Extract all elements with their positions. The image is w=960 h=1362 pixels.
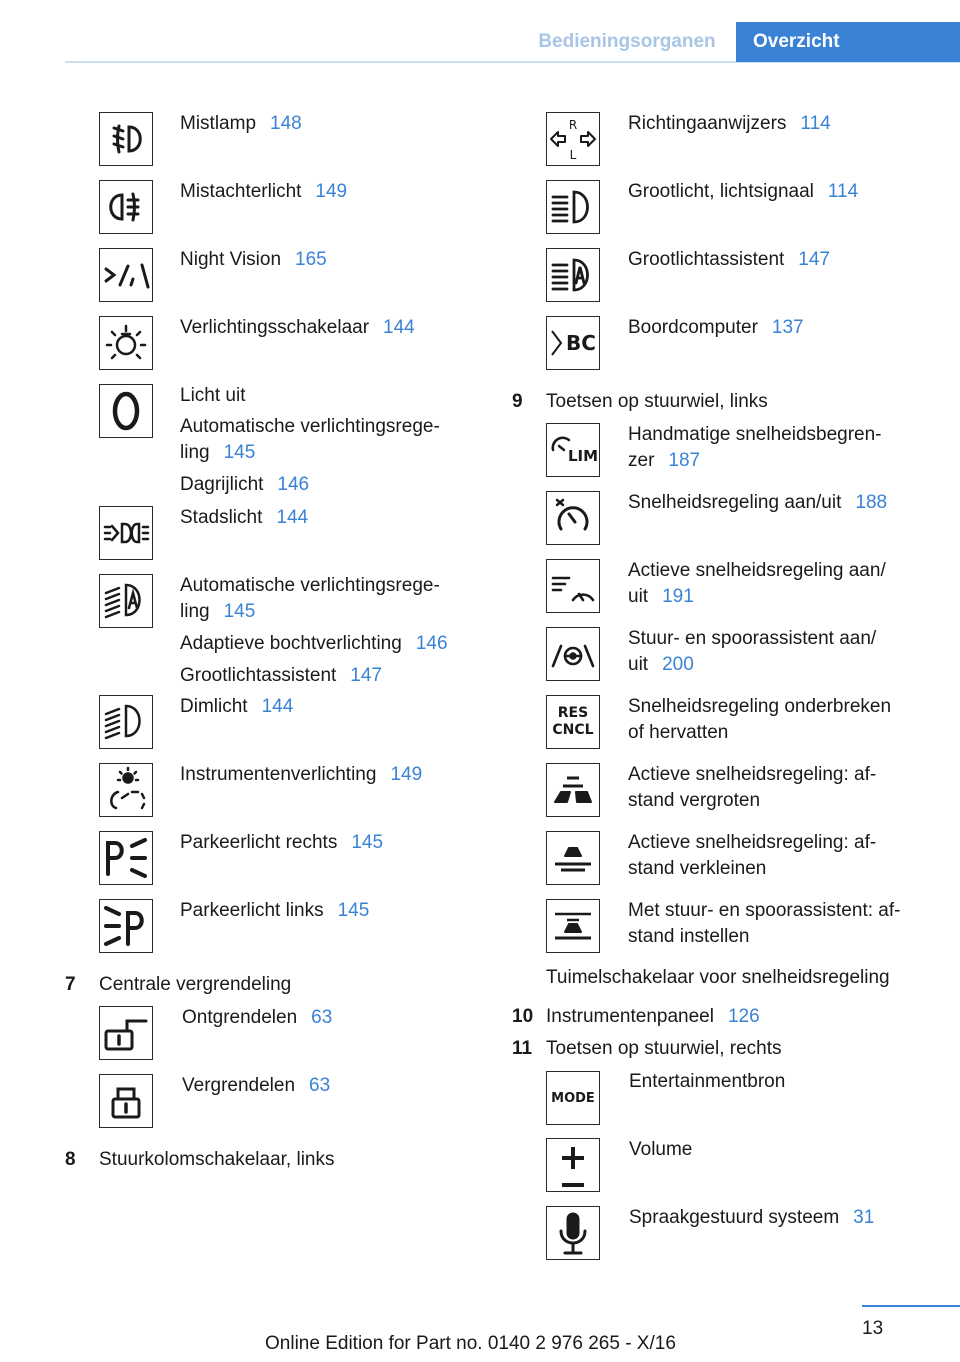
page-link[interactable]: 63 xyxy=(311,1007,333,1028)
unlock-icon xyxy=(99,1006,153,1060)
entry-label: Adaptieve bochtverlichting xyxy=(180,633,402,654)
page-link[interactable]: 144 xyxy=(261,696,294,717)
microphone-entry xyxy=(629,1205,939,1231)
light-switch-entry xyxy=(180,315,490,341)
lock-icon xyxy=(99,1074,153,1128)
mode-entry xyxy=(629,1069,939,1095)
header-tab-overzicht[interactable]: Overzicht xyxy=(736,22,960,62)
side-lights-entry xyxy=(180,505,490,531)
entry-label: Grootlichtassistent xyxy=(628,249,785,270)
page-link[interactable]: 146 xyxy=(415,633,448,654)
page-link[interactable]: 31 xyxy=(853,1207,875,1228)
entry-label: Dagrijlicht xyxy=(180,474,264,495)
svg-text:R: R xyxy=(568,118,578,132)
parking-light-right-icon xyxy=(99,831,153,885)
entry-label: Actieve snelheidsregeling: af- xyxy=(628,832,877,853)
lights-off-icon xyxy=(99,384,153,438)
entry-label: ling xyxy=(180,442,210,463)
entry-label: uit xyxy=(628,586,649,607)
microphone-icon xyxy=(546,1206,600,1260)
entry-label: Grootlichtassistent xyxy=(180,665,337,686)
low-beam-icon xyxy=(99,695,153,749)
page-link[interactable]: 149 xyxy=(390,764,423,785)
page-link[interactable]: 114 xyxy=(827,181,859,202)
page-link[interactable]: 147 xyxy=(798,249,830,270)
cruise-control-icon xyxy=(546,491,600,545)
low-beam-entry xyxy=(180,694,490,720)
footer-rule xyxy=(862,1305,960,1307)
entry-label: stand vergroten xyxy=(628,790,761,811)
page-link[interactable]: 126 xyxy=(727,1006,760,1027)
entry-label: Snelheidsregeling aan/uit xyxy=(628,492,842,513)
distance-decrease-entry xyxy=(628,830,938,882)
entry-label: uit xyxy=(628,654,649,675)
entry-label: Automatische verlichtingsrege- xyxy=(180,575,440,596)
entry-label: Volume xyxy=(629,1139,693,1160)
page-link[interactable]: 187 xyxy=(668,450,701,471)
entry-label: Stadslicht xyxy=(180,507,263,528)
page-link[interactable]: 114 xyxy=(800,113,831,134)
rocker-switch-label: Tuimelschakelaar voor snelheidsregeling xyxy=(546,967,890,988)
distance-increase-icon xyxy=(546,763,600,817)
page-link[interactable]: 149 xyxy=(315,181,348,202)
header-section[interactable]: Bedieningsorganen xyxy=(538,31,716,52)
entry-label: Richtingaanwijzers xyxy=(628,113,787,134)
entry-label: stand instellen xyxy=(628,926,750,947)
entry-label: Instrumentenverlichting xyxy=(180,764,377,785)
high-beam-assist-icon xyxy=(546,248,600,302)
rear-fog-lamp-icon xyxy=(99,180,153,234)
icon-glyph: LIM xyxy=(567,447,599,465)
distance-increase-entry xyxy=(628,762,938,814)
instrument-lighting-entry xyxy=(180,762,490,788)
speed-limiter-entry xyxy=(628,422,938,474)
section-number: 8 xyxy=(65,1149,76,1170)
steering-lane-assist-icon xyxy=(546,627,600,681)
entry-label: Mistachterlicht xyxy=(180,181,302,202)
icon-glyph: MODE xyxy=(551,1090,595,1106)
board-computer-entry xyxy=(628,315,938,341)
parking-light-left-entry xyxy=(180,898,490,924)
lock-entry xyxy=(182,1073,492,1099)
page-link[interactable]: 145 xyxy=(223,601,256,622)
icon-glyph: RES xyxy=(557,705,589,721)
active-cruise-control-icon xyxy=(546,559,600,613)
night-vision-entry xyxy=(180,247,490,273)
res-cncl-icon xyxy=(546,695,600,749)
section-title: Toetsen op stuurwiel, links xyxy=(546,391,768,412)
entry-label: Met stuur- en spoorassistent: af- xyxy=(628,900,901,921)
entry-label: ling xyxy=(180,601,210,622)
turn-signal-icon xyxy=(546,112,600,166)
speed-limiter-icon xyxy=(546,423,600,477)
entry-label: Dimlicht xyxy=(180,696,248,717)
section-number: 7 xyxy=(65,974,76,995)
fog-lamp-entry xyxy=(180,111,490,137)
page-link[interactable]: 63 xyxy=(309,1075,331,1096)
page-link[interactable]: 145 xyxy=(223,442,256,463)
page-link[interactable]: 144 xyxy=(383,317,415,338)
parking-light-right-entry xyxy=(180,830,490,856)
entry-label: Night Vision xyxy=(180,249,282,270)
page-link[interactable]: 146 xyxy=(277,474,310,495)
lights-off-entry xyxy=(180,383,490,498)
page-link[interactable]: 145 xyxy=(351,832,384,853)
entry-label: Verlichtingsschakelaar xyxy=(180,317,370,338)
distance-set-entry xyxy=(628,898,938,950)
entry-label: Stuur- en spoorassistent aan/ xyxy=(628,628,877,649)
page-link[interactable]: 145 xyxy=(337,900,370,921)
entry-label: Spraakgestuurd systeem xyxy=(629,1207,840,1228)
rear-fog-lamp-entry xyxy=(180,179,490,205)
entry-label: Licht uit xyxy=(180,385,246,406)
entry-label: Parkeerlicht rechts xyxy=(180,832,338,853)
icon-glyph: CNCL xyxy=(552,722,594,738)
high-beam-assist-entry xyxy=(628,247,938,273)
page-link[interactable]: 200 xyxy=(662,654,694,675)
high-beam-entry xyxy=(628,179,938,205)
auto-light-icon xyxy=(99,574,153,628)
entry-label: Automatische verlichtingsrege- xyxy=(180,416,440,437)
page-link[interactable]: 188 xyxy=(855,492,888,513)
volume-icon xyxy=(546,1138,600,1192)
icon-glyph: BC xyxy=(566,331,596,355)
section-number: 10 xyxy=(512,1006,534,1027)
entry-label: Mistlamp xyxy=(180,113,257,134)
entry-label: Boordcomputer xyxy=(628,317,758,338)
distance-decrease-icon xyxy=(546,831,600,885)
fog-lamp-icon xyxy=(99,112,153,166)
page-link[interactable]: 137 xyxy=(771,317,804,338)
page-link[interactable]: 191 xyxy=(662,586,694,607)
auto-light-entry xyxy=(180,573,490,689)
active-cruise-control-entry xyxy=(628,558,938,610)
entry-label: Ontgrendelen xyxy=(182,1007,298,1028)
entry-label: Handmatige snelheidsbegren- xyxy=(628,424,882,445)
entry-label: of hervatten xyxy=(628,722,729,743)
cruise-control-entry xyxy=(628,490,938,516)
light-switch-icon xyxy=(99,316,153,370)
unlock-entry xyxy=(182,1005,492,1031)
section-title xyxy=(546,1006,760,1028)
entry-label: Actieve snelheidsregeling aan/ xyxy=(628,560,886,581)
distance-set-icon xyxy=(546,899,600,953)
page-link[interactable]: 165 xyxy=(295,249,327,270)
parking-light-left-icon xyxy=(99,899,153,953)
instrument-lighting-icon xyxy=(99,763,153,817)
side-lights-icon xyxy=(99,506,153,560)
mode-icon xyxy=(546,1071,600,1125)
edition-note: Online Edition for Part no. 0140 2 976 265 - X/16 xyxy=(265,1333,676,1354)
entry-label: Vergrendelen xyxy=(182,1075,296,1096)
page-link[interactable]: 147 xyxy=(350,665,382,686)
page-link[interactable]: 148 xyxy=(270,113,302,134)
section-title: Centrale vergrendeling xyxy=(99,974,292,995)
entry-label: Grootlicht, lichtsignaal xyxy=(628,181,814,202)
steering-lane-assist-entry xyxy=(628,626,938,678)
entry-label: Entertainmentbron xyxy=(629,1071,786,1092)
entry-label: stand verkleinen xyxy=(628,858,767,879)
section-number: 11 xyxy=(512,1038,533,1059)
volume-entry xyxy=(629,1137,939,1163)
entry-label: Snelheidsregeling onderbreken xyxy=(628,696,892,717)
board-computer-icon xyxy=(546,316,600,370)
entry-label: zer xyxy=(628,450,655,471)
res-cncl-entry xyxy=(628,694,938,746)
section-title: Toetsen op stuurwiel, rechts xyxy=(546,1038,782,1059)
turn-signal-entry xyxy=(628,111,938,137)
section-number: 9 xyxy=(512,391,523,412)
page-header xyxy=(0,0,960,64)
page-number: 13 xyxy=(862,1318,884,1339)
entry-label: Actieve snelheidsregeling: af- xyxy=(628,764,877,785)
svg-text:L: L xyxy=(569,148,577,162)
night-vision-icon xyxy=(99,248,153,302)
entry-label: Instrumentenpaneel xyxy=(546,1006,714,1027)
section-title: Stuurkolomschakelaar, links xyxy=(99,1149,335,1170)
page-link[interactable]: 144 xyxy=(276,507,309,528)
high-beam-icon xyxy=(546,180,600,234)
entry-label: Parkeerlicht links xyxy=(180,900,324,921)
